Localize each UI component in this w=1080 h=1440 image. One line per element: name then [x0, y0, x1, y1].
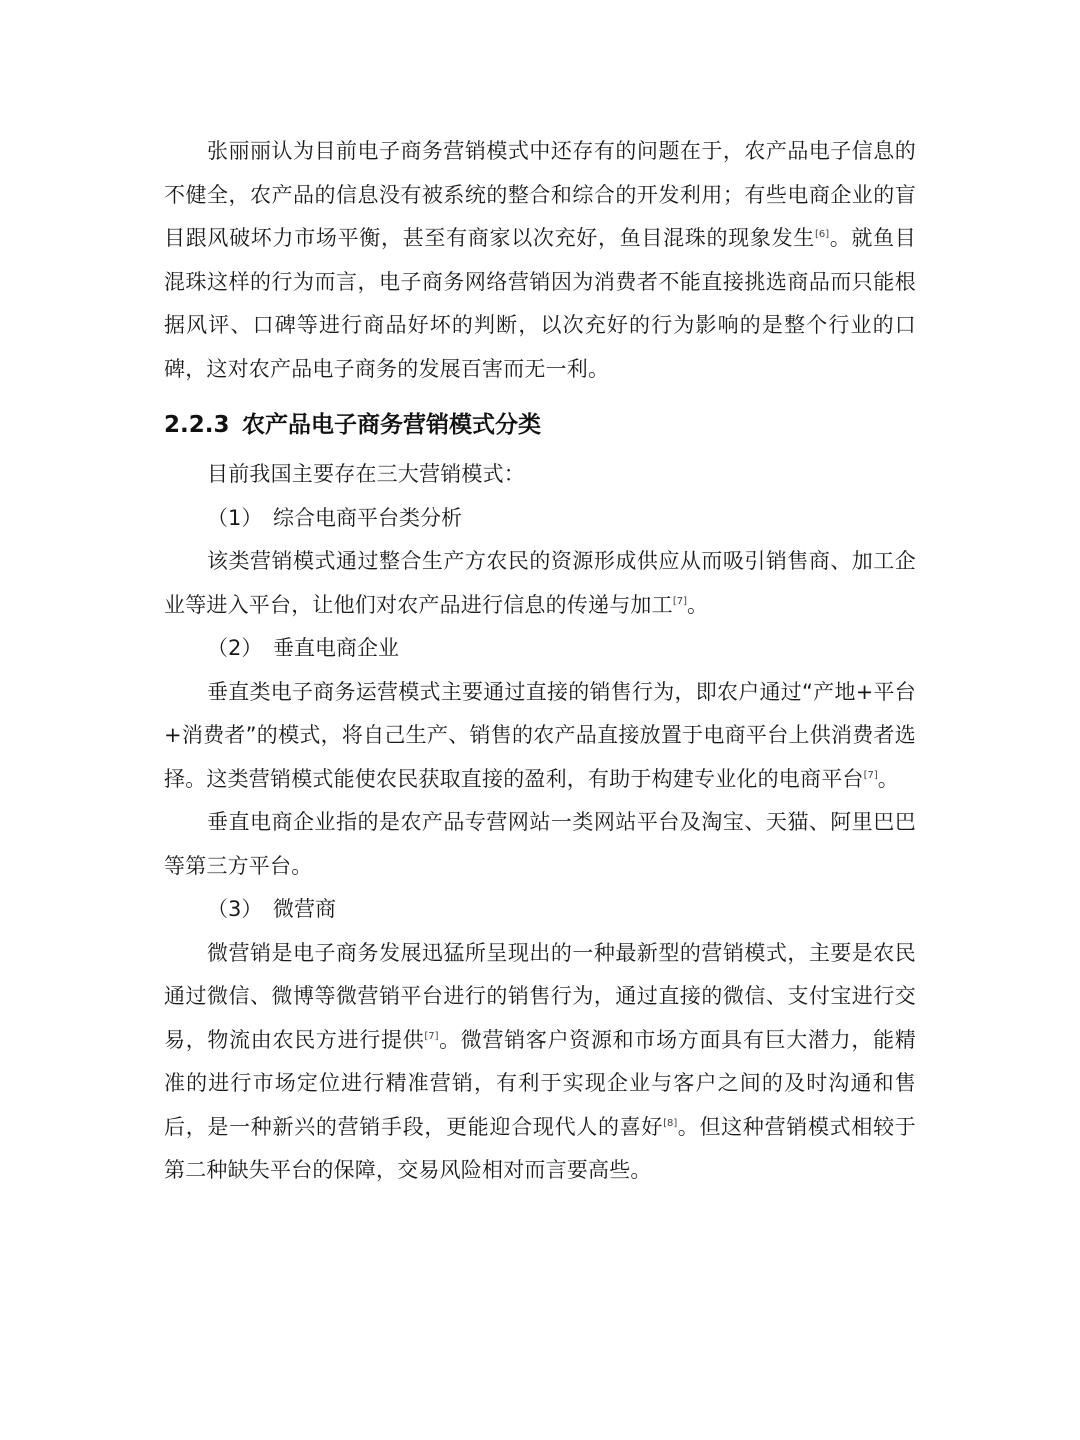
list-item-heading: [164, 888, 916, 932]
citation-8: [8]: [663, 1117, 678, 1129]
section-number: 2.2.3: [164, 412, 230, 438]
paragraph-text: 垂直电商企业指的是农产品专营网站一类网站平台及淘宝、天猫、阿里巴巴等第三方平台。: [164, 810, 916, 878]
citation-7: [7]: [672, 595, 687, 607]
list-item-label: 综合电商平台类分析: [273, 505, 462, 530]
paragraph-text: 。微营销客户资源和市场方面具有巨大潜力，能精准的进行市场定位进行精准营销，有利于实现企业与客户之间的及时沟通和售后，是一种新兴的营销手段，更能迎合现代人的喜好: [164, 1027, 916, 1139]
paragraph-text: 微营销是电子商务发展迅猛所呈现出的一种最新型的营销模式，主要是农民通过微信、微博等微营销平台进行的销售行为，通过直接的微信、支付宝进行交易，物流由农民方进行提供: [164, 940, 916, 1052]
citation-6: [6]: [815, 229, 830, 240]
intro-paragraph: 目前我国主要存在三大营销模式：: [207, 462, 525, 486]
list-marker: （1）: [207, 505, 263, 530]
item-paragraph: [164, 540, 916, 627]
paragraph-text: 。但这种营销模式相较于第二种缺失平台的保障，交易风险相对而言要高些。: [164, 1114, 916, 1182]
section-title: 农产品电子商务营销模式分类: [242, 412, 541, 438]
paragraph-text: 该类营销模式通过整合生产方农民的资源形成供应从而吸引销售商、加工企业等进入平台，让他们对农产品进行信息的传递与加工: [164, 549, 916, 617]
list-item-heading: [164, 627, 916, 671]
list-item-heading: [164, 497, 916, 541]
list-marker: （3）: [207, 897, 263, 921]
item-paragraph: [164, 932, 916, 1193]
paragraph-text: 垂直类电子商务运营模式主要通过直接的销售行为，即农户通过“产地+平台+消费者”的模式，将自己生产、销售的农产品直接放置于电商平台上供消费者选择。这类营销模式能使农民获取直接的盈利，有助于构建专业化的电商平台: [164, 679, 916, 791]
item-paragraph: [164, 671, 916, 802]
citation-7: [7]: [863, 769, 878, 781]
citation-7: [7]: [424, 1030, 439, 1042]
paragraph-problems: [164, 130, 916, 391]
paragraph-text: 。就鱼目混珠这样的行为而言，电子商务网络营销因为消费者不能直接挑选商品而只能根据风评、口碑等进行商品好坏的判断，以次充好的行为影响的是整个行业的口碑，这对农产品电子商务的发展百害而无一利。: [164, 226, 916, 381]
list-item-label: 垂直电商企业: [273, 636, 399, 660]
list-item-label: 微营商: [273, 897, 336, 921]
paragraph-text: 张丽丽认为目前电子商务营销模式中还存有的问题在于，农产品电子信息的不健全，农产品的信息没有被系统的整合和综合的开发利用；有些电商企业的盲目跟风破坏力市场平衡，甚至有商家以次充好，鱼目混珠的现象发生: [164, 139, 916, 250]
paragraph-text: 。: [877, 766, 899, 791]
section-heading: [164, 403, 916, 447]
paragraph-text: 。: [686, 592, 709, 617]
document-body: [164, 130, 916, 1193]
list-marker: （2）: [207, 636, 263, 660]
item-paragraph: [164, 801, 916, 888]
